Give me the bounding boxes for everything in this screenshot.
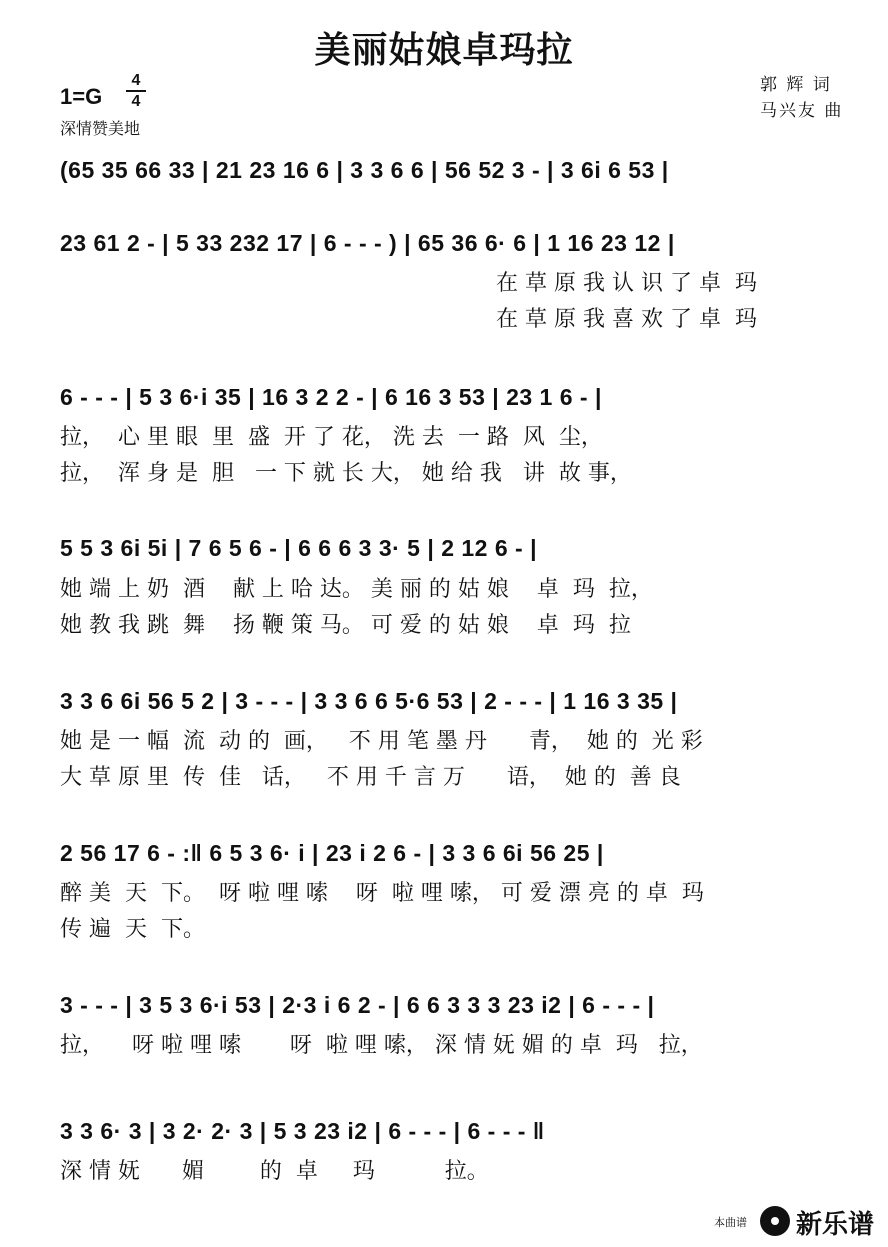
lyric-line-6-verse-1: 醉 美 天 下。 呀 啦 哩 嗦 呀 啦 哩 嗦， 可 爱 漂 亮 的 卓 玛 [60, 881, 704, 906]
lyric-line-3-verse-1: 拉， 心 里 眼 里 盛 开 了 花， 洗 去 一 路 风 尘， [60, 425, 603, 450]
time-signature [126, 72, 146, 110]
footer-label: 本曲谱 [714, 1216, 747, 1229]
time-signature-bottom: 4 [131, 93, 141, 110]
site-logo-text: 新乐谱 [796, 1210, 875, 1240]
lyricist-credit: 郭 辉 词 [760, 75, 832, 95]
score-line-2: 23 61 2 - | 5 33 232 17 | 6 - - - ) | 65 36 6· 6 | 1 16 23 12 | [60, 230, 675, 256]
lyric-line-4-verse-1: 她 端 上 奶 酒 献 上 哈 达。 美 丽 的 姑 娘 卓 玛 拉， [60, 577, 653, 602]
lyric-line-2-verse-1: 在 草 原 我 认 识 了 卓 玛 [496, 271, 757, 296]
time-signature-divider [126, 90, 146, 92]
time-signature-top: 4 [131, 72, 141, 89]
score-line-4: 5 5 3 6i 5i | 7 6 5 6 - | 6 6 6 3 3· 5 | 2 12 6 - | [60, 535, 538, 561]
lyric-line-5-verse-1: 她 是 一 幅 流 动 的 画， 不 用 笔 墨 丹 青， 她 的 光 彩 [60, 729, 703, 754]
lyric-line-5-verse-2: 大 草 原 里 传 佳 话， 不 用 千 言 万 语， 她 的 善 良 [60, 765, 681, 790]
score-line-6: 2 56 17 6 - :‖ 6 5 3 6· i | 23 i 2 6 - | 3 3 6 6i 56 25 | [60, 840, 604, 866]
score-line-1: (65 35 66 33 | 21 23 16 6 | 3 3 6 6 | 56 52 3 - | 3 6i 6 53 | [60, 157, 669, 183]
score-line-7: 3 - - - | 3 5 3 6·i 53 | 2·3 i 6 2 - | 6 6 3 3 3 23 i2 | 6 - - - | [60, 992, 655, 1018]
lyric-line-7-verse-1: 拉， 呀 啦 哩 嗦 呀 啦 哩 嗦， 深 情 妩 媚 的 卓 玛 拉， [60, 1033, 703, 1058]
lyric-line-8-verse-1: 深 情 妩 媚 的 卓 玛 拉。 [60, 1159, 489, 1184]
score-line-5: 3 3 6 6i 56 5 2 | 3 - - - | 3 3 6 6 5·6 53 | 2 - - - | 1 16 3 35 | [60, 688, 678, 714]
composer-credit: 马兴友 曲 [760, 101, 844, 121]
lyric-line-3-verse-2: 拉， 浑 身 是 胆 一 下 就 长 大， 她 给 我 讲 故 事， [60, 461, 632, 486]
song-title: 美丽姑娘卓玛拉 [314, 30, 574, 71]
record-logo-icon [760, 1206, 790, 1236]
lyric-line-6-verse-2: 传 遍 天 下。 [60, 917, 205, 942]
score-line-3: 6 - - - | 5 3 6·i 35 | 16 3 2 2 - | 6 16 3 53 | 23 1 6 - | [60, 384, 602, 410]
lyric-line-2-verse-2: 在 草 原 我 喜 欢 了 卓 玛 [496, 307, 757, 332]
key-signature: 1=G [60, 84, 103, 109]
lyric-line-4-verse-2: 她 教 我 跳 舞 扬 鞭 策 马。 可 爱 的 姑 娘 卓 玛 拉 [60, 613, 631, 638]
tempo-marking: 深情赞美地 [60, 119, 141, 138]
score-line-8: 3 3 6· 3 | 3 2· 2· 3 | 5 3 23 i2 | 6 - - - | 6 - - - ‖ [60, 1118, 545, 1144]
credits [760, 72, 843, 124]
